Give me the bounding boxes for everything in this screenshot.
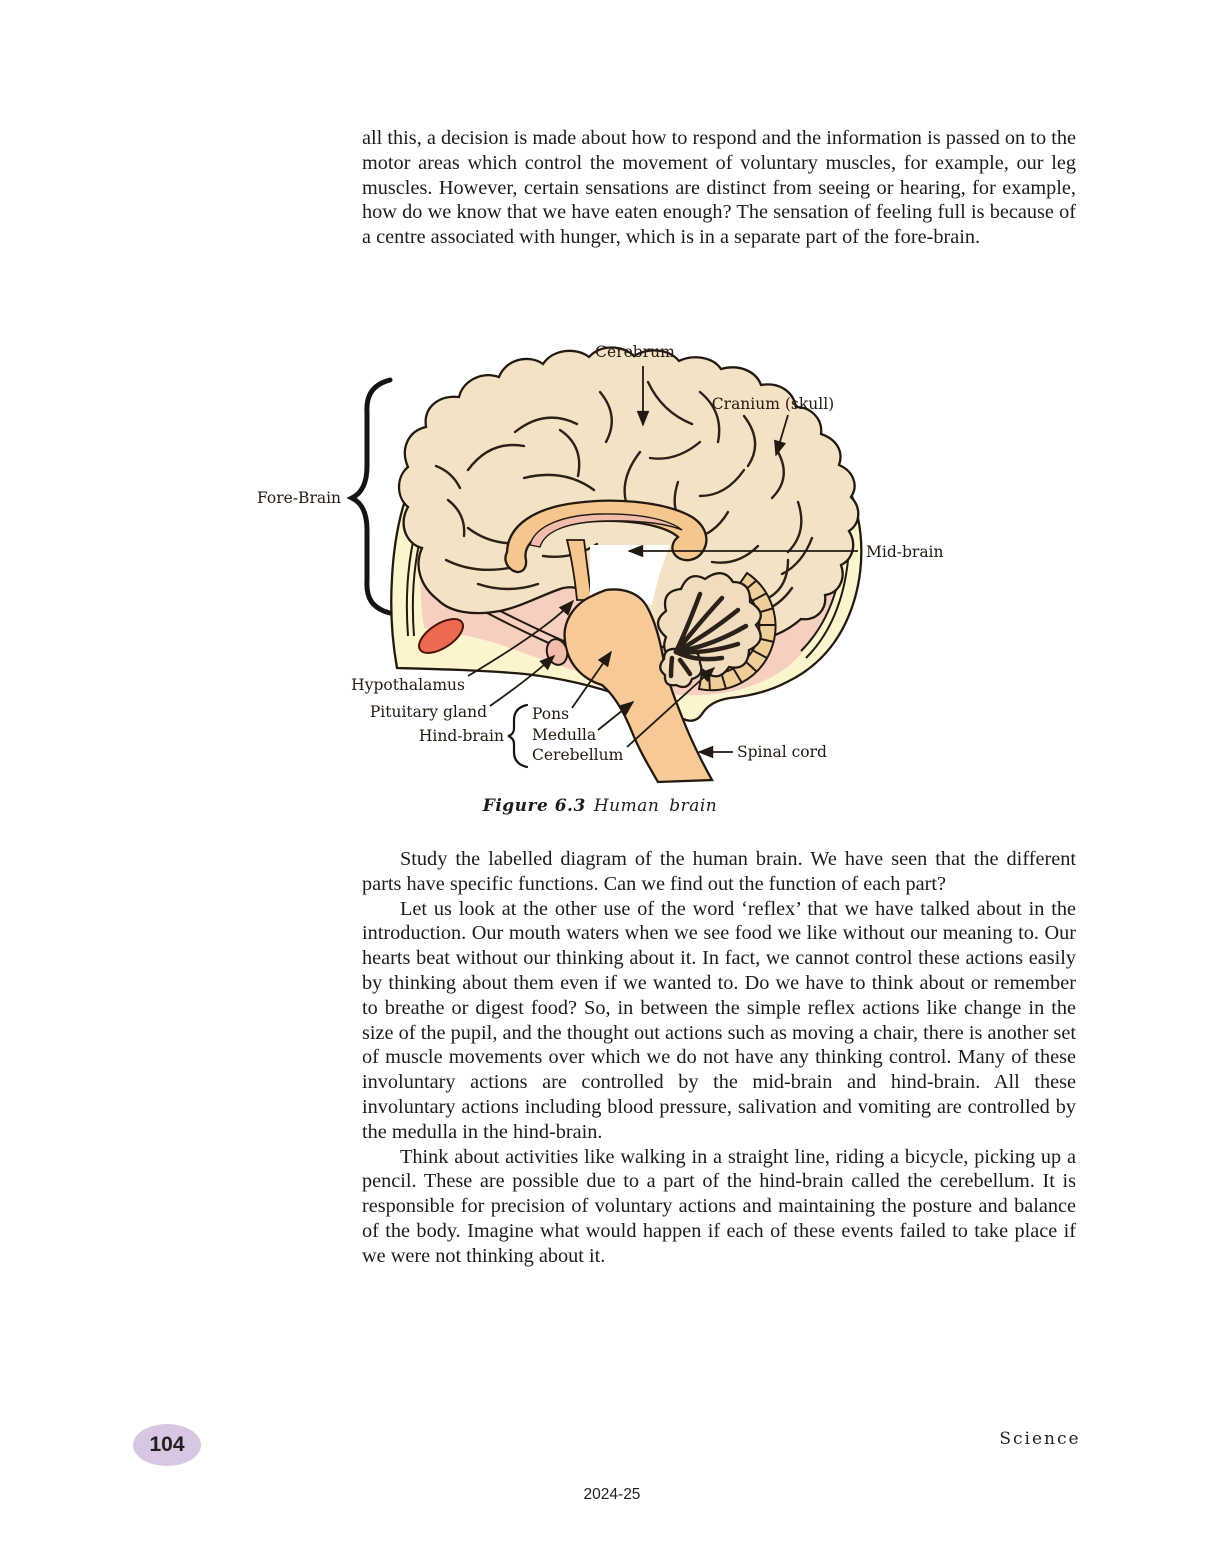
figure-caption-number: Figure 6.3 (482, 796, 586, 816)
book-title: Science (999, 1429, 1081, 1449)
figure-caption-title: Human brain (593, 796, 718, 816)
label-spinal-cord: Spinal cord (737, 743, 827, 761)
paragraph-cerebellum: Think about activities like walking in a straight line, riding a bicycle, picking up a pencil. These are possible due to a part of the hind-brain called the cerebellum. It is responsible for precision of voluntary actions and maintaining the posture and balance of the body. Imagine what would happen if each of these events failed to take place if we were not thinking about it. (362, 1145, 1076, 1267)
edition-year: 2024-25 (583, 1486, 641, 1503)
label-cerebellum: Cerebellum (532, 746, 624, 764)
label-cerebrum: Cerebrum (595, 343, 675, 361)
label-hypothalamus: Hypothalamus (351, 676, 465, 694)
paragraph-study-diagram: Study the labelled diagram of the human brain. We have seen that the different parts have specific functions. Can we find out the function of each part? (362, 848, 1076, 895)
figure-caption (240, 796, 960, 816)
label-midbrain: Mid-brain (866, 543, 944, 561)
body-text (362, 847, 1076, 1269)
label-forebrain: Fore-Brain (257, 489, 342, 507)
page-number-badge (133, 1424, 201, 1466)
forebrain-brace (352, 380, 390, 613)
paragraph-continuation: all this, a decision is made about how to respond and the information is passed on to the motor areas which control the movement of voluntary muscles, for example, our leg muscles. However, certain sensations are distinct from seeing or hearing, for example, how do we know that we have eaten enough? The sensation of feeling full is because of a centre associated with hunger, which is in a separate part of the fore-brain. (362, 127, 1076, 249)
paragraph-reflex: Let us look at the other use of the word ‘reflex’ that we have talked about in the introduction. Our mouth waters when we see food we like without our meaning to. Our hearts beat without our thinking about it. In fact, we cannot control these actions easily by thinking about them even if we wanted to. Do we have to think about or remember to breathe or digest food? So, in between the simple reflex actions like change in the size of the pupil, and the thought out actions such as moving a chair, there is another set of muscle movements over which we do not have any thinking control. Many of these involuntary actions are controlled by the mid-brain and hind-brain. All these involuntary actions including blood pressure, salivation and vomiting are controlled by the medulla in the hind-brain. (362, 897, 1076, 1143)
label-pituitary: Pituitary gland (369, 703, 487, 721)
brain-figure (240, 330, 960, 790)
label-pons: Pons (532, 705, 570, 723)
hindbrain-brace (508, 705, 527, 767)
label-cranium: Cranium (skull) (711, 395, 835, 413)
label-hindbrain: Hind-brain (418, 727, 504, 745)
page-number: 104 (149, 1433, 185, 1456)
label-medulla: Medulla (532, 726, 597, 744)
